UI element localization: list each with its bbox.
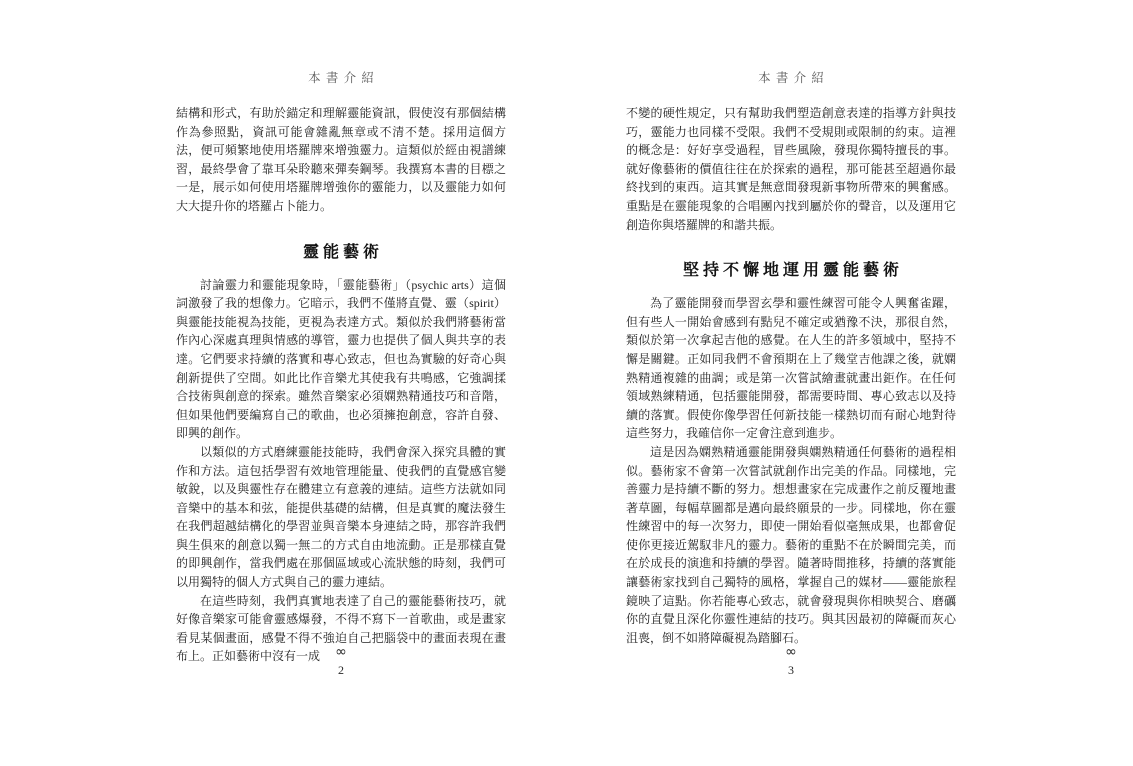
section-heading: 靈能藝術	[302, 243, 383, 261]
page-left	[176, 0, 506, 766]
page-footer	[176, 645, 506, 678]
page-right-content	[626, 104, 956, 647]
infinity-ornament-icon: ∞	[335, 644, 347, 660]
body-paragraph: 在這些時刻，我們真實地表達了自己的靈能藝術技巧，就好像音樂家可能會靈感爆發，不得不寫下一首歌曲，或是畫家看見某個畫面，感覺不得不強迫自己把腦袋中的畫面表現在畫布上。正如藝術中沒有一成	[176, 593, 506, 664]
body-paragraph: 以類似的方式磨練靈能技能時，我們會深入探究具體的實作和方法。這包括學習有效地管理能量、使我們的直覺感官變敏銳，以及與靈性存在體建立有意義的連結。這些方法就如同音樂中的基本和弦，能提供基礎的結構，但是真實的魔法發生在我們超越結構化的學習並與音樂本身連結之時，那容許我們與生俱來的創意以獨一無二的方式自由地流動。正是那樣直覺的即興創作，當我們處在那個區域或心流狀態的時刻，我們可以用獨特的個人方式與自己的靈力連結。	[176, 444, 506, 590]
body-paragraph: 為了靈能開發而學習玄學和靈性練習可能令人興奮雀躍，但有些人一開始會感到有點兒不確定或猶豫不決，那很自然，類似於第一次拿起吉他的感覺。在人生的許多領域中，堅持不懈是關鍵。正如同我們不會預期在上了幾堂吉他課之後，就嫻熟精通複雜的曲調；或是第一次嘗試繪畫就畫出鉅作。在任何領域熟練精通，包括靈能開發，都需要時間、專心致志以及持續的落實。假使你像學習任何新技能一樣熱切而有耐心地對待這些努力，我確信你一定會注意到進步。	[626, 296, 956, 441]
page-left-content	[176, 104, 506, 666]
page-number: 3	[788, 663, 794, 677]
page-right	[626, 0, 956, 766]
page-number: 2	[338, 663, 344, 677]
running-header: 本書介紹	[758, 71, 830, 85]
page-footer	[626, 645, 956, 678]
infinity-ornament-icon: ∞	[785, 644, 797, 660]
running-header: 本書介紹	[308, 71, 380, 85]
body-paragraph: 結構和形式，有助於錨定和理解靈能資訊，假使沒有那個結構作為參照點，資訊可能會雜亂無章或不清不楚。採用這個方法，便可頻繁地使用塔羅牌來增強靈力。這類似於經由視譜練習，最終學會了靠耳朵聆聽來彈奏鋼琴。我撰寫本書的目標之一是，展示如何使用塔羅牌增強你的靈能力，以及靈能力如何大大提升你的塔羅占卜能力。	[176, 106, 506, 213]
section-heading: 堅持不懈地運用靈能藝術	[682, 262, 903, 280]
body-paragraph: 這是因為嫻熟精通靈能開發與嫻熟精通任何藝術的過程相似。藝術家不會第一次嘗試就創作出完美的作品。同樣地，完善靈力是持續不斷的努力。想想畫家在完成畫作之前反覆地畫著草圖，每幅草圖都是邁向最終願景的一步。同樣地，你在靈性練習中的每一次努力，即使一開始看似毫無成果，也都會促使你更接近駕馭非凡的靈力。藝術的重點不在於瞬間完美，而在於成長的演進和持續的學習。隨著時間推移，持續的落實能讓藝術家找到自己獨特的風格，掌握自己的媒材——靈能旅程鏡映了這點。你若能專心致志，就會發現與你相映契合、磨礪你的直覺且深化你靈性連結的技巧。與其因最初的障礙而灰心沮喪，倒不如將障礙視為踏腳石。	[626, 444, 956, 645]
body-paragraph: 不變的硬性規定，只有幫助我們塑造創意表達的指導方針與技巧，靈能力也同樣不受限。我們不受規則或限制的約束。這裡的概念是：好好享受過程，冒些風險，發現你獨特擅長的事。就好像藝術的價值往往在於探索的過程，那可能甚至超過你最終找到的東西。這其實是無意間發現新事物所帶來的興奮感。重點是在靈能現象的合唱團內找到屬於你的聲音，以及運用它創造你與塔羅牌的和諧共振。	[626, 106, 956, 232]
body-paragraph: 討論靈力和靈能現象時，「靈能藝術」（psychic arts）這個詞激發了我的想像力。它暗示，我們不僅將直覺、靈（spirit）與靈能技能視為技能，更視為表達方式。類似於我們將藝術當作內心深處真理與情感的導管，靈力也提供了個人與共享的表達。它們要求持續的落實和專心致志，但也為實驗的好奇心與創新提供了空間。如此比作音樂尤其使我有共鳴感，它強調揉合技術與創意的探索。雖然音樂家必須嫻熟精通技巧和音階，但如果他們要編寫自己的歌曲，也必須擁抱創意，容許自發、即興的創作。	[176, 277, 506, 441]
